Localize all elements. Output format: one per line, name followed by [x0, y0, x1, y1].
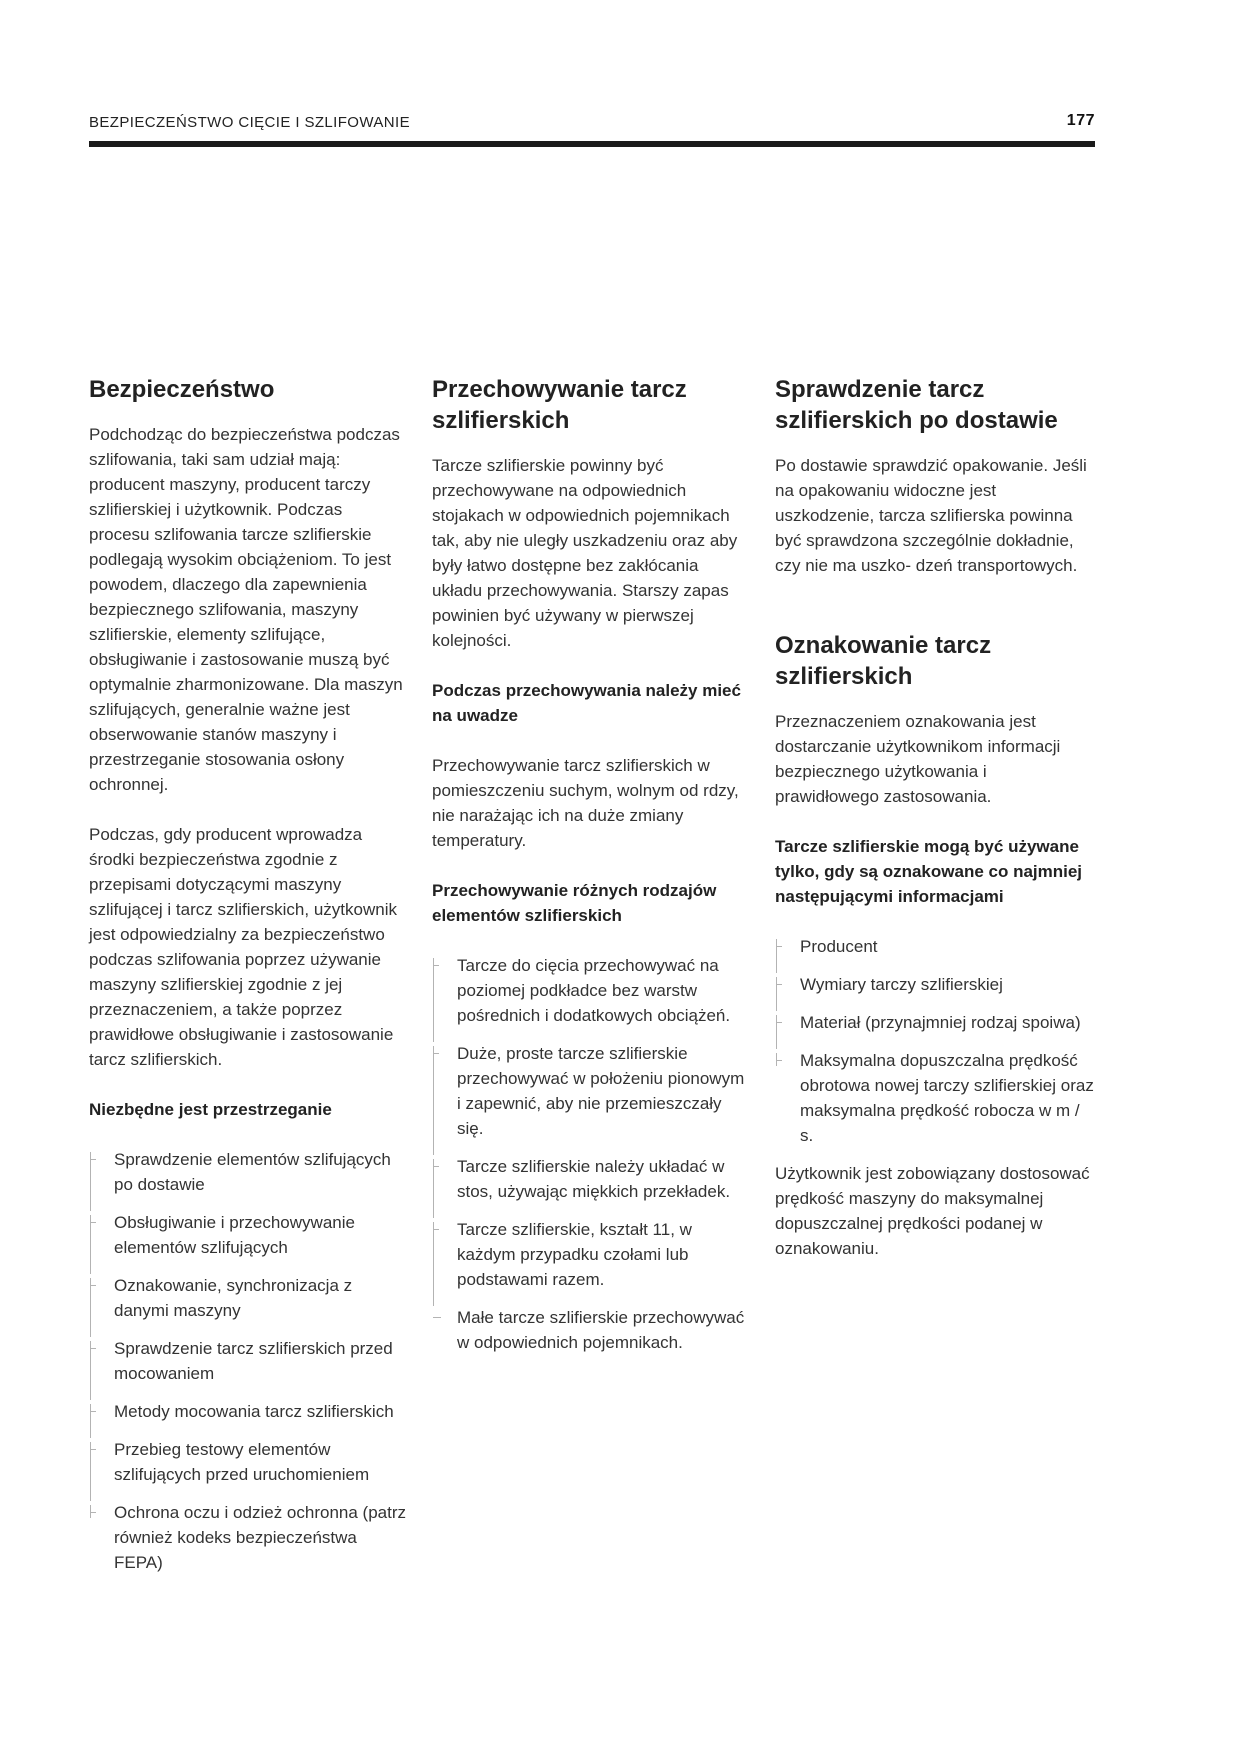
- paragraph: Podczas, gdy producent wprowadza środki bezpieczeństwa zgodnie z przepisami dotyczącymi maszyny szlifującej i tarcz szlifierskich, użytkownik jest odpowiedzialny za bezpieczeństwo podczas szlifowania poprzez używanie maszyny szlifierskiej zgodnie z jej przeznaczeniem, a także poprzez prawidłowe obsługiwanie i zastosowanie tarcz szlifierskich.: [89, 825, 397, 1069]
- dash-icon: [776, 984, 782, 985]
- list-rail: [433, 1046, 434, 1155]
- list-rail: [90, 1152, 91, 1211]
- list-rail: [433, 1222, 434, 1306]
- subheading-marking-info: Tarcze szlifierskie mogą być używane tylko, gdy są oznakowane co najmniej następującymi informacjami: [775, 837, 1083, 906]
- list-item: Tarcze do cięcia przechowywać na poziomej podkładce bez warstw pośrednich i dodatkowych obciążeń.: [432, 953, 750, 1028]
- header-rule: [89, 141, 1095, 147]
- dash-icon: [433, 1229, 439, 1230]
- paragraph: Użytkownik jest zobowiązany dostosować prędkość maszyny do maksymalnej dopuszczalnej prędkości podanej w oznakowaniu.: [775, 1164, 1090, 1258]
- page-number: 177: [1066, 112, 1095, 129]
- requirements-list: [89, 1147, 407, 1575]
- column-inspection-marking: [775, 374, 1095, 1261]
- dash-icon: [90, 1449, 96, 1450]
- list-rail: [433, 1159, 434, 1218]
- list-rail: [433, 958, 434, 1042]
- dash-icon: [776, 1060, 782, 1061]
- paragraph: Po dostawie sprawdzić opakowanie. Jeśli na opakowaniu widoczne jest uszkodzenie, tarcza szlifierska powinna być sprawdzona szczególnie dokładnie, czy nie ma uszko- dzeń transportowych.: [775, 456, 1087, 575]
- dash-icon: [776, 1022, 782, 1023]
- column-storage: [432, 374, 750, 1368]
- paragraph: Podchodząc do bezpieczeństwa podczas szlifowania, taki sam udział mają: producent maszyny, producent tarczy szlifierskiej i użytkownik. Podczas procesu szlifowania tarcze szlifierskie podlegają wysokim obciążeniom. To jest powodem, dlaczego dla zapewnienia bezpiecznego szlifowania, maszyny szlifierskie, elementy szlifujące, obsługiwanie i zastosowanie muszą być optymalnie zharmonizowane. Dla maszyn szlifujących, generalnie ważne jest obserwowanie stanów maszyny i przestrzeganie stosowania osłony ochronnej.: [89, 425, 403, 794]
- heading-inspection: Sprawdzenie tarcz szlifierskich po dostawie: [775, 376, 1058, 434]
- dash-icon: [90, 1159, 96, 1160]
- page-header: [89, 112, 1095, 152]
- list-item: Oznakowanie, synchronizacja z danymi maszyny: [89, 1273, 407, 1323]
- list-rail: [90, 1278, 91, 1337]
- list-item: Producent: [775, 934, 1095, 959]
- marking-list: [775, 934, 1095, 1148]
- list-rail: [90, 1341, 91, 1400]
- list-item: Tarcze szlifierskie należy układać w stos, używając miękkich przekładek.: [432, 1154, 750, 1204]
- running-header-title: BEZPIECZEŃSTWO CIĘCIE I SZLIFOWANIE: [89, 114, 410, 131]
- list-item: Ochrona oczu i odzież ochronna (patrz również kodeks bezpieczeństwa FEPA): [89, 1500, 407, 1575]
- dash-icon: [90, 1222, 96, 1223]
- list-item: Sprawdzenie tarcz szlifierskich przed mocowaniem: [89, 1336, 407, 1386]
- list-rail: [90, 1404, 91, 1438]
- subheading-storage-types: Przechowywanie różnych rodzajów elementów szlifierskich: [432, 881, 717, 925]
- dash-icon: [433, 965, 439, 966]
- list-item: Przebieg testowy elementów szlifujących przed uruchomieniem: [89, 1437, 407, 1487]
- dash-icon: [90, 1411, 96, 1412]
- list-item: Tarcze szlifierskie, kształt 11, w każdym przypadku czołami lub podstawami razem.: [432, 1217, 750, 1292]
- paragraph: Przeznaczeniem oznakowania jest dostarczanie użytkownikom informacji bezpiecznego użytkowania i prawidłowego zastosowania.: [775, 712, 1061, 806]
- subheading-requirements: Niezbędne jest przestrzeganie: [89, 1100, 332, 1119]
- dash-icon: [433, 1053, 439, 1054]
- heading-safety: Bezpieczeństwo: [89, 376, 275, 403]
- dash-icon: [776, 946, 782, 947]
- heading-marking: Oznakowanie tarcz szlifierskich: [775, 632, 992, 690]
- list-rail: [776, 939, 777, 973]
- list-item: Sprawdzenie elementów szlifujących po dostawie: [89, 1147, 407, 1197]
- list-rail: [776, 977, 777, 1011]
- list-item: Obsługiwanie i przechowywanie elementów szlifujących: [89, 1210, 407, 1260]
- list-item: Maksymalna dopuszczalna prędkość obrotowa nowej tarczy szlifierskiej oraz maksymalna prędkość robocza w m / s.: [775, 1048, 1095, 1148]
- dash-icon: [433, 1166, 439, 1167]
- list-rail: [90, 1215, 91, 1274]
- dash-icon: [433, 1317, 441, 1318]
- dash-icon: [90, 1285, 96, 1286]
- dash-icon: [90, 1512, 96, 1513]
- list-item: Małe tarcze szlifierskie przechowywać w odpowiednich pojemnikach.: [432, 1305, 750, 1355]
- paragraph: Przechowywanie tarcz szlifierskich w pomieszczeniu suchym, wolnym od rdzy, nie narażając ich na duże zmiany temperatury.: [432, 756, 739, 850]
- subheading-storage-notes: Podczas przechowywania należy mieć na uwadze: [432, 681, 741, 725]
- list-rail: [90, 1442, 91, 1501]
- storage-list: [432, 953, 750, 1355]
- list-item: Duże, proste tarcze szlifierskie przechowywać w położeniu pionowym i zapewnić, aby nie przemieszczały się.: [432, 1041, 750, 1141]
- column-safety: [89, 374, 407, 1588]
- list-item: Metody mocowania tarcz szlifierskich: [89, 1399, 407, 1424]
- dash-icon: [90, 1348, 96, 1349]
- list-item: Wymiary tarczy szlifierskiej: [775, 972, 1095, 997]
- list-item: Materiał (przynajmniej rodzaj spoiwa): [775, 1010, 1095, 1035]
- list-rail: [776, 1015, 777, 1049]
- heading-storage: Przechowywanie tarcz szlifierskich: [432, 376, 687, 434]
- paragraph: Tarcze szlifierskie powinny być przechowywane na odpowiednich stojakach w odpowiednich pojemnikach tak, aby nie uległy uszkadzeniu oraz aby były łatwo dostępne bez zakłócania układu przechowywania. Starszy zapas powinien być używany w pierwszej kolejności.: [432, 456, 738, 650]
